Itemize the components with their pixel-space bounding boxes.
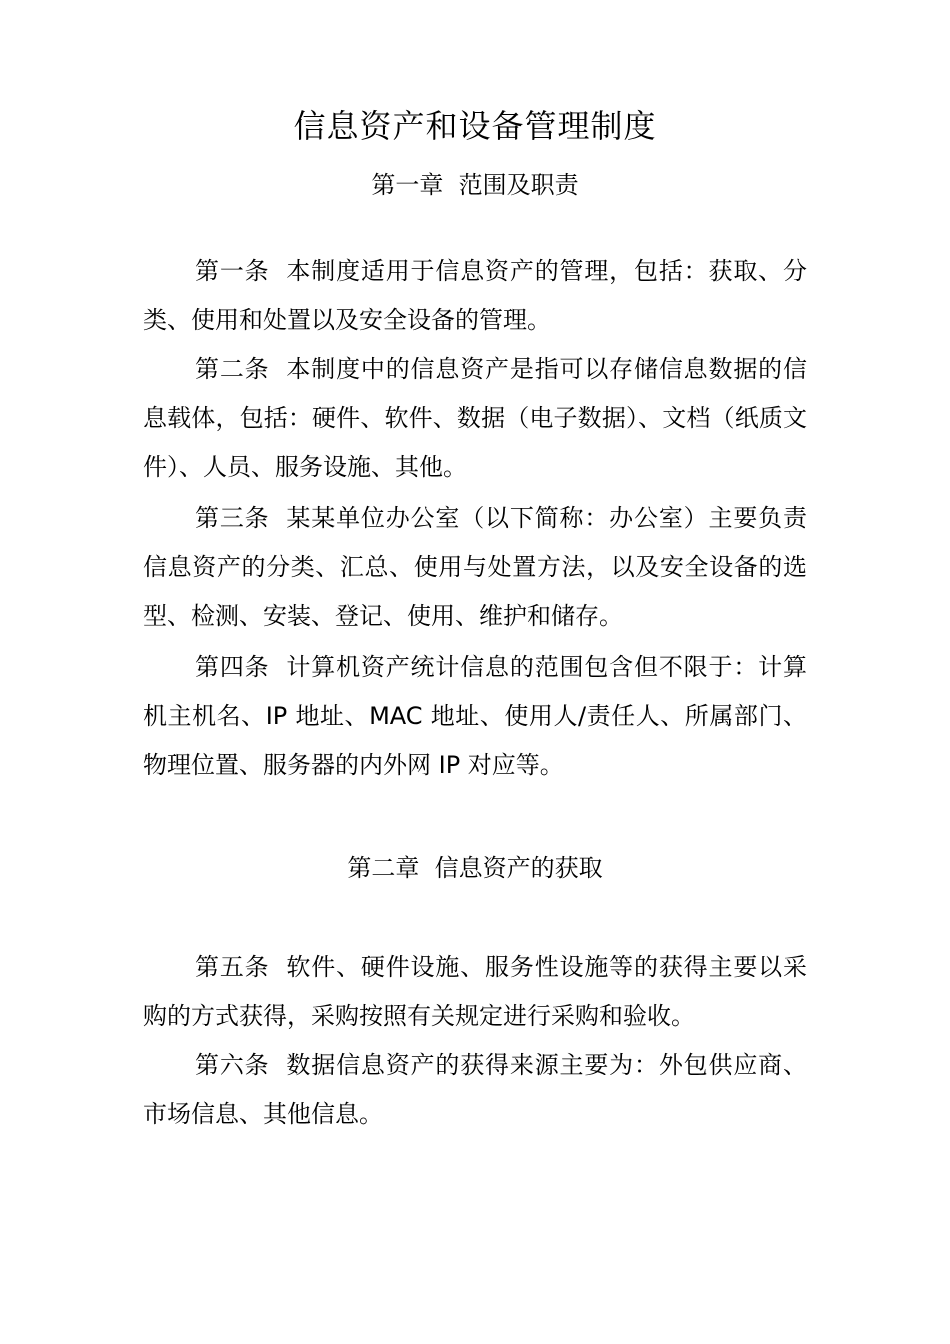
article-number: 第二条 <box>195 355 287 383</box>
article-3 <box>143 494 807 641</box>
article-number: 第六条 <box>195 1051 287 1079</box>
article-6 <box>143 1041 807 1139</box>
article-text: 某某单位办公室（以下简称：办公室）主要负责信息资产的分类、汇总、使用与处置方法，以及安全设备的选型、检测、安装、登记、使用、维护和储存。 <box>143 504 807 630</box>
chapter-1-heading: 第一章 范围及职责 <box>371 171 579 199</box>
article-number: 第四条 <box>195 653 287 681</box>
article-5 <box>143 943 807 1041</box>
document-title: 信息资产和设备管理制度 <box>293 107 657 145</box>
article-text: 本制度适用于信息资产的管理，包括：获取、分类、使用和处置以及安全设备的管理。 <box>143 257 807 334</box>
article-2 <box>143 345 807 492</box>
article-number: 第三条 <box>195 504 287 532</box>
article-text: 数据信息资产的获得来源主要为：外包供应商、市场信息、其他信息。 <box>143 1051 807 1128</box>
article-number: 第一条 <box>195 257 287 285</box>
article-text: 本制度中的信息资产是指可以存储信息数据的信息载体，包括：硬件、软件、数据（电子数据）、文档（纸质文件）、人员、服务设施、其他。 <box>143 355 807 481</box>
chapter-2-heading: 第二章 信息资产的获取 <box>347 854 603 882</box>
article-4 <box>143 643 807 790</box>
article-text: 计算机资产统计信息的范围包含但不限于：计算机主机名、IP 地址、MAC 地址、使用人/责任人、所属部门、物理位置、服务器的内外网 IP 对应等。 <box>143 653 807 779</box>
article-number: 第五条 <box>195 953 287 981</box>
article-1 <box>143 247 807 345</box>
article-text: 软件、硬件设施、服务性设施等的获得主要以采购的方式获得，采购按照有关规定进行采购和验收。 <box>143 953 807 1030</box>
